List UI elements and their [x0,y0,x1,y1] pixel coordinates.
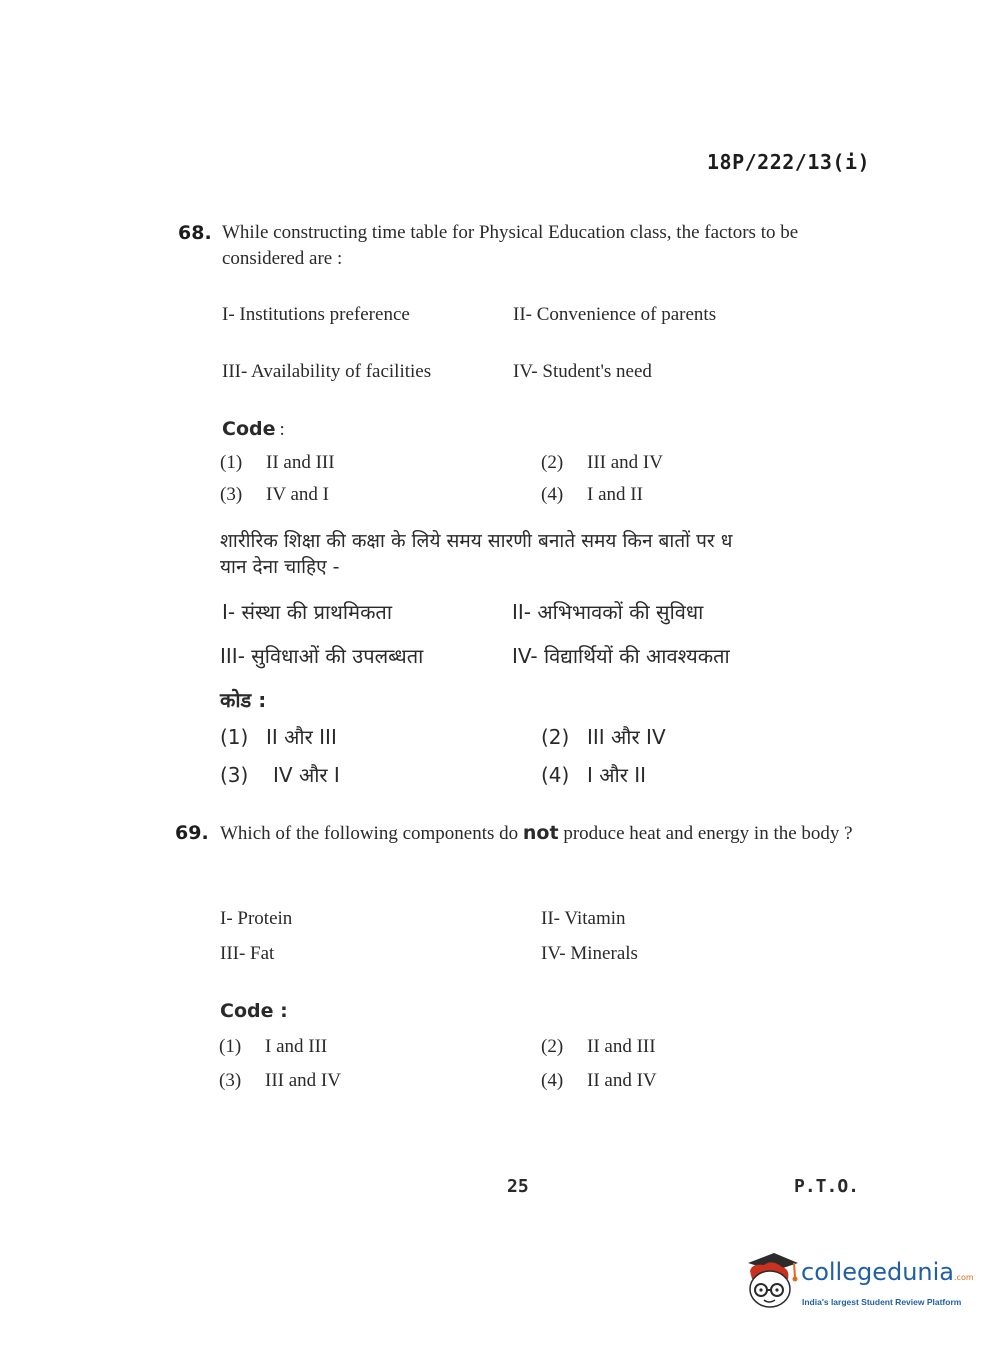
q69-item-1: I- Protein [220,908,293,929]
q68-item-1: I- Institutions preference [222,304,410,325]
option-text: I and III [265,1036,328,1057]
q68-hindi-item-1: I- संस्था की प्राथमिकता [222,600,393,624]
q69-code-label: Code : [220,1000,288,1022]
option-number: (1) [220,452,243,473]
option-text: I और II [587,763,647,787]
option-number: (1) [219,1036,242,1057]
q68-code-colon: : [279,419,285,440]
page-number: 25 [507,1176,529,1197]
q68-hindi-option-4[interactable] [541,761,646,788]
q68-item-4: IV- Student's need [513,361,652,382]
option-number: (4) [541,484,564,505]
option-text: I and II [587,484,643,505]
option-number: (4) [541,763,570,787]
question-69-text [220,820,856,847]
q68-option-1[interactable] [220,452,335,474]
option-text: IV और I [273,763,340,787]
question-69-number: 69. [175,822,209,844]
option-number: (2) [541,725,570,749]
q68-hindi-item-2: II- अभिभावकों की सुविधा [512,600,704,624]
q68-hindi-item-4: IV- विद्यार्थियों की आवश्यकता [512,644,730,668]
question-68-text: While constructing time table for Physical Education class, the factors to be considered are : [222,222,799,269]
option-number: (2) [541,452,564,473]
option-number: (3) [219,1070,242,1091]
q68-option-3[interactable] [220,484,329,506]
q69-option-2[interactable] [541,1036,656,1058]
q69-item-2: II- Vitamin [541,908,626,929]
q68-hindi-option-2[interactable] [541,723,666,750]
pto-label: P.T.O. [794,1176,860,1197]
option-number: (2) [541,1036,564,1057]
q69-option-1[interactable] [219,1036,327,1058]
logo-wordmark [801,1258,974,1286]
option-number: (3) [220,763,249,787]
q68-item-2: II- Convenience of parents [513,304,717,325]
logo-suffix: .com [954,1273,974,1282]
q68-hindi-code-label: कोड : [220,688,267,712]
q69-text-after: produce heat and energy in the body ? [563,823,853,844]
q69-text-before: Which of the following components do [220,823,519,844]
mascot-icon [742,1249,800,1315]
option-number: (3) [220,484,243,505]
option-text: II and III [266,452,335,473]
option-text: III and IV [265,1070,341,1091]
q69-option-4[interactable] [541,1070,657,1092]
q68-hindi-option-3[interactable] [220,761,340,788]
q69-item-4: IV- Minerals [541,943,638,964]
q68-option-2[interactable] [541,452,663,474]
question-68-number: 68. [178,222,212,244]
option-text: II and IV [587,1070,657,1091]
logo-tagline: India's largest Student Review Platform [802,1297,962,1307]
q69-text-bold: not [522,822,559,844]
option-text: II और III [266,725,337,749]
paper-code: 18P/222/13(i) [707,150,871,174]
q69-item-3: III- Fat [220,943,275,964]
collegedunia-logo[interactable] [742,1245,972,1317]
logo-name: collegedunia [801,1258,955,1286]
q68-hindi-text-line1: शारीरिक शिक्षा की कक्षा के लिये समय सारणी बनाते समय किन बातों पर ध [220,530,733,552]
q69-option-3[interactable] [219,1070,341,1092]
q68-code-label [222,418,285,441]
option-number: (1) [220,725,249,749]
option-text: III और IV [587,725,666,749]
q68-option-4[interactable] [541,484,643,506]
option-number: (4) [541,1070,564,1091]
option-text: II and III [587,1036,656,1057]
q68-code-text: Code [222,418,276,440]
option-text: III and IV [587,452,663,473]
option-text: IV and I [266,484,329,505]
q68-hindi-item-3: III- सुविधाओं की उपलब्धता [220,644,424,668]
q68-item-3: III- Availability of facilities [222,361,432,382]
q68-hindi-text-line2: यान देना चाहिए - [220,556,340,578]
q68-hindi-option-1[interactable] [220,723,337,750]
